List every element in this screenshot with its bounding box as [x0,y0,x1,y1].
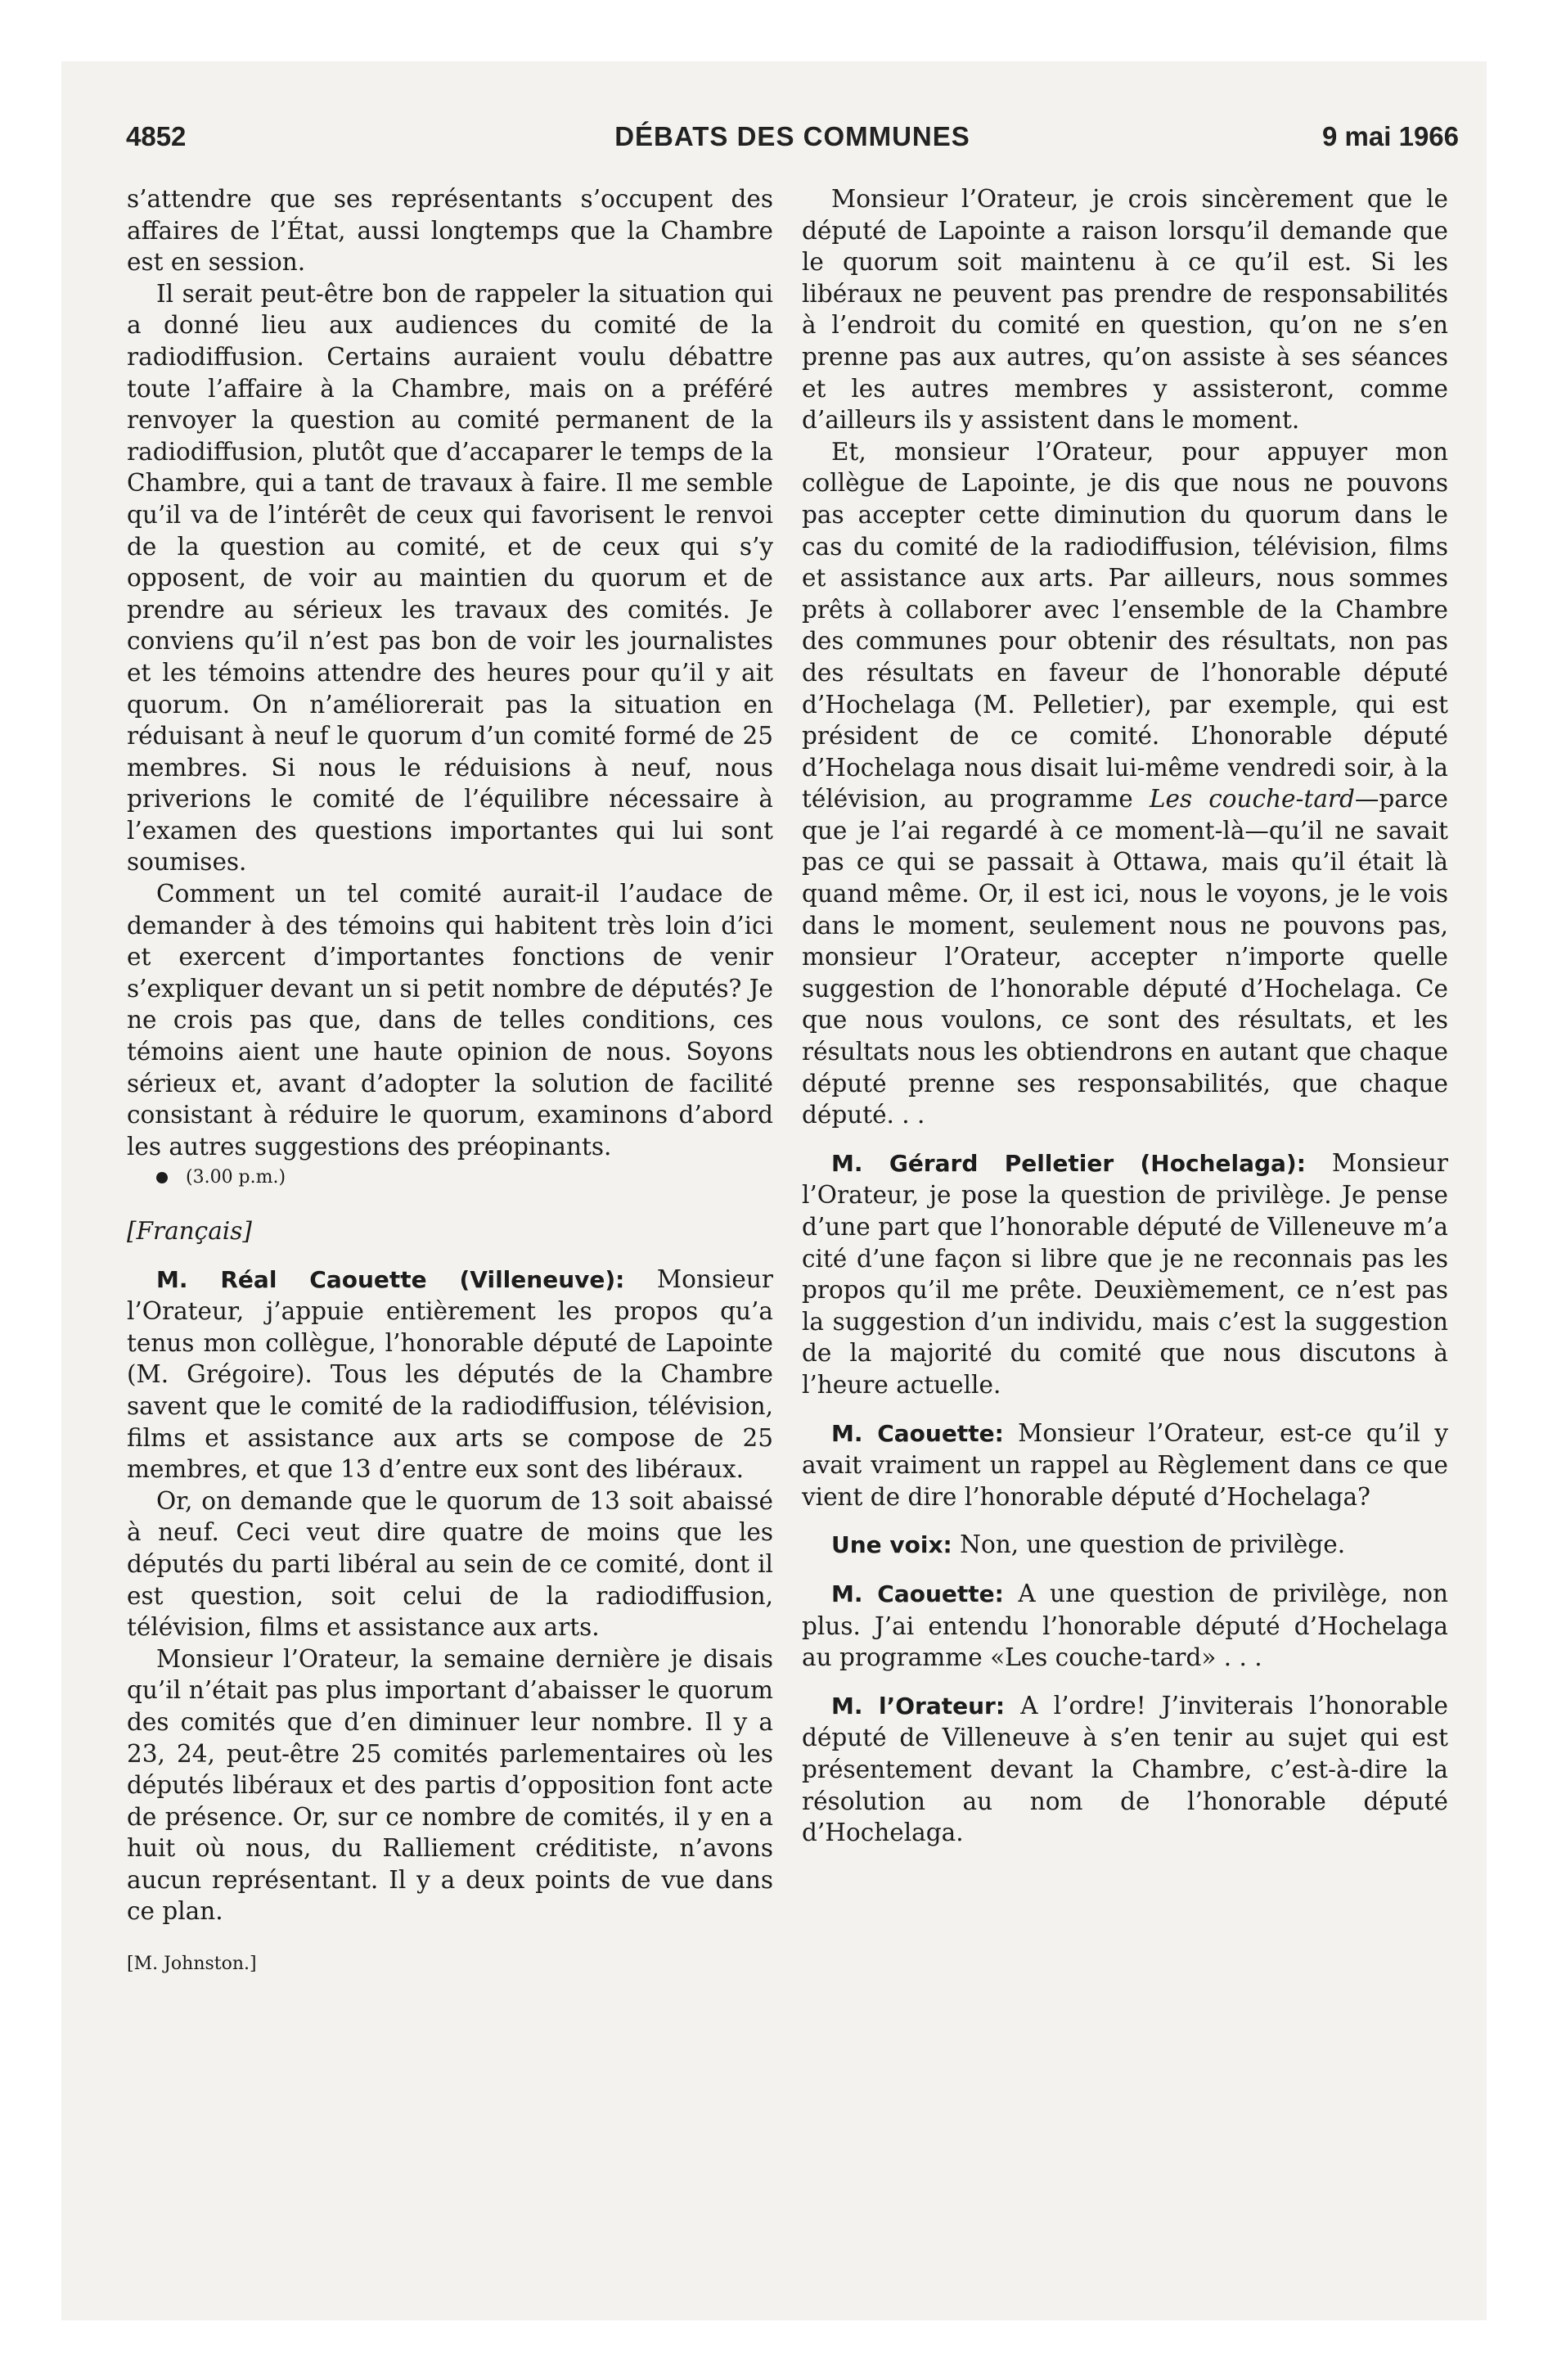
time-marker [127,1162,773,1194]
right-column [802,183,1448,1849]
left-column [127,183,773,1981]
speech [802,1418,1448,1513]
speech [802,1529,1448,1562]
speech-text: A une question de privilège, non plus. J’ai entendu l’honorable député d’Hochelaga au programme «Les couche-tard» . . . [802,1579,1448,1672]
page-number: 4852 [126,121,187,151]
language-tag: [Français] [127,1217,252,1245]
paragraph [802,436,1448,1131]
speaker-name: Une voix: [831,1531,952,1559]
paragraph: Il serait peut-être bon de rappeler la situation qui a donné lieu aux audiences du comité de la radiodiffusion. Certains auraient voulu débattre toute l’affaire à la Chambre, mais on a préféré renvoyer la question au comité permanent de la radiodiffusion, plutôt que d’accaparer le temps de la Chambre, qui a tant de travaux à faire. Il me semble qu’il va de l’intérêt de ceux qui favorisent le renvoi de la question au comité, et de ceux qui s’y opposent, de voir au maintien du quorum et de prendre au sérieux les travaux des comités. Je conviens qu’il n’est pas bon de voir les journalistes et les témoins attendre des heures pour qu’il y ait quorum. On n’améliorerait pas la situation en réduisant à neuf le quorum d’un comité formé de 25 membres. Si nous le réduisions à neuf, nous priverions le comité de l’équilibre nécessaire à l’examen des questions importantes qui lui sont soumises. [127,279,773,877]
paragraph: Comment un tel comité aurait-il l’audace de demander à des témoins qui habitent très loin d’ici et exercent d’importantes fonctions de venir s’expliquer devant un si petit nombre de députés? Je ne crois pas que, dans de telles conditions, ces témoins aient une haute opinion de nous. Soyons sérieux et, avant d’adopter la solution de facilité consistant à réduire le quorum, examinons d’abord les autres suggestions des préopinants. [127,880,773,1161]
speaker-name: M. Caouette: [831,1419,1004,1447]
paragraph: s’attendre que ses représentants s’occupent des affaires de l’État, aussi longtemps que la Chambre est en session. [127,185,773,277]
page-header [126,121,1459,162]
speech [802,1578,1448,1674]
speech [802,1147,1448,1401]
paragraph-text: Et, monsieur l’Orateur, pour appuyer mon collègue de Lapointe, je dis que nous ne pouvons pas accepter cette diminution du quorum dans le cas du comité de la radiodiffusion, télévision, films et assistance aux arts. Par ailleurs, nous sommes prêts à collaborer avec l’ensemble de la Chambre des communes pour obtenir des résultats, non pas des résultats en faveur de l’honorable député d’Hochelaga (M. Pelletier), par exemple, qui est président de ce comité. L’honorable député d’Hochelaga nous disait lui-même vendredi soir, à la télévision, au programme [802,437,1448,814]
paragraph-text-end: —parce que je l’ai regardé à ce moment-là—qu’il ne savait pas ce qui se passait à Ottawa, mais qu’il était là quand même. Or, il est ici, nous le voyons, je le vois dans le moment, seulement nous ne pouvons pas, monsieur l’Orateur, accepter n’importe quelle suggestion de l’honorable député d’Hochelaga. Ce que nous voulons, ce sont des résultats, et les résultats nous les obtiendrons en autant que chaque député prenne ses responsabilités, que chaque député. . . [802,785,1448,1129]
footnote: [M. Johnston.] [127,1954,257,1975]
program-title: Les couche-tard [1149,785,1355,814]
time-marker-text: (3.00 p.m.) [186,1167,286,1188]
speech-text: Non, une question de privilège. [960,1530,1346,1559]
speaker-name: M. l’Orateur: [831,1692,1006,1720]
page-date: 9 mai 1966 [1322,121,1459,151]
paragraph: Monsieur l’Orateur, je crois sincèrement que le député de Lapointe a raison lorsqu’il demande que le quorum soit maintenu à ce qu’il est. Si les libéraux ne peuvent pas prendre de responsabilités à l’endroit du comité en question, qu’on ne s’en prenne pas aux autres, qu’on assiste à ses séances et les autres membres y assisteront, comme d’ailleurs ils y assistent dans le moment. [802,185,1448,435]
speech [802,1690,1448,1849]
page-title: DÉBATS DES COMMUNES [614,121,970,151]
speech-text: Monsieur l’Orateur, j’appuie entièrement les propos qu’a tenus mon collègue, l’honorable député de Lapointe (M. Grégoire). Tous les députés de la Chambre savent que le comité de la radiodiffusion, télévision, films et assistance aux arts se compose de 25 membres, et que 13 d’entre eux sont des libéraux. [127,1264,773,1484]
speech-text: A l’ordre! J’inviterais l’honorable député de Villeneuve à s’en tenir au sujet qui est présentement devant la Chambre, c’est-à-dire la résolution au nom de l’honorable député d’Hochelaga. [802,1691,1448,1847]
document-page [61,61,1487,2320]
speech-text: Monsieur l’Orateur, est-ce qu’il y avait vraiment un rappel au Règlement dans ce que vient de dire l’honorable député d’Hochelaga? [802,1418,1448,1511]
speech-text: Monsieur l’Orateur, je pose la question de privilège. Je pense d’une part que l’honorable député de Villeneuve m’a cité d’une façon si libre que je ne reconnais pas les propos qu’il me prête. Deuxièmement, ce n’est pas la suggestion d’un individu, mais c’est la suggestion de la majorité du comité que nous discutons à l’heure actuelle. [802,1148,1448,1399]
paragraph: Or, on demande que le quorum de 13 soit abaissé à neuf. Ceci veut dire quatre de moins que les députés du parti libéral au sein de ce comité, dont il est question, soit celui de la radiodiffusion, télévision, films et assistance aux arts. [127,1486,773,1642]
speaker-name: M. Réal Caouette (Villeneuve): [156,1265,625,1293]
paragraph: Monsieur l’Orateur, la semaine dernière je disais qu’il n’était pas plus important d’abaisser le quorum des comités que d’en diminuer leur nombre. Il y a 23, 24, peut-être 25 comités parlementaires où les députés libéraux et des partis d’opposition font acte de présence. Or, sur ce nombre de comités, il y en a huit où nous, du Ralliement créditiste, n’avons aucun représentant. Il y a deux points de vue dans ce plan. [127,1644,773,1926]
speaker-name: M. Caouette: [831,1580,1004,1607]
speech [127,1264,773,1485]
speaker-name: M. Gérard Pelletier (Hochelaga): [831,1149,1306,1177]
bullet-icon [156,1172,168,1183]
